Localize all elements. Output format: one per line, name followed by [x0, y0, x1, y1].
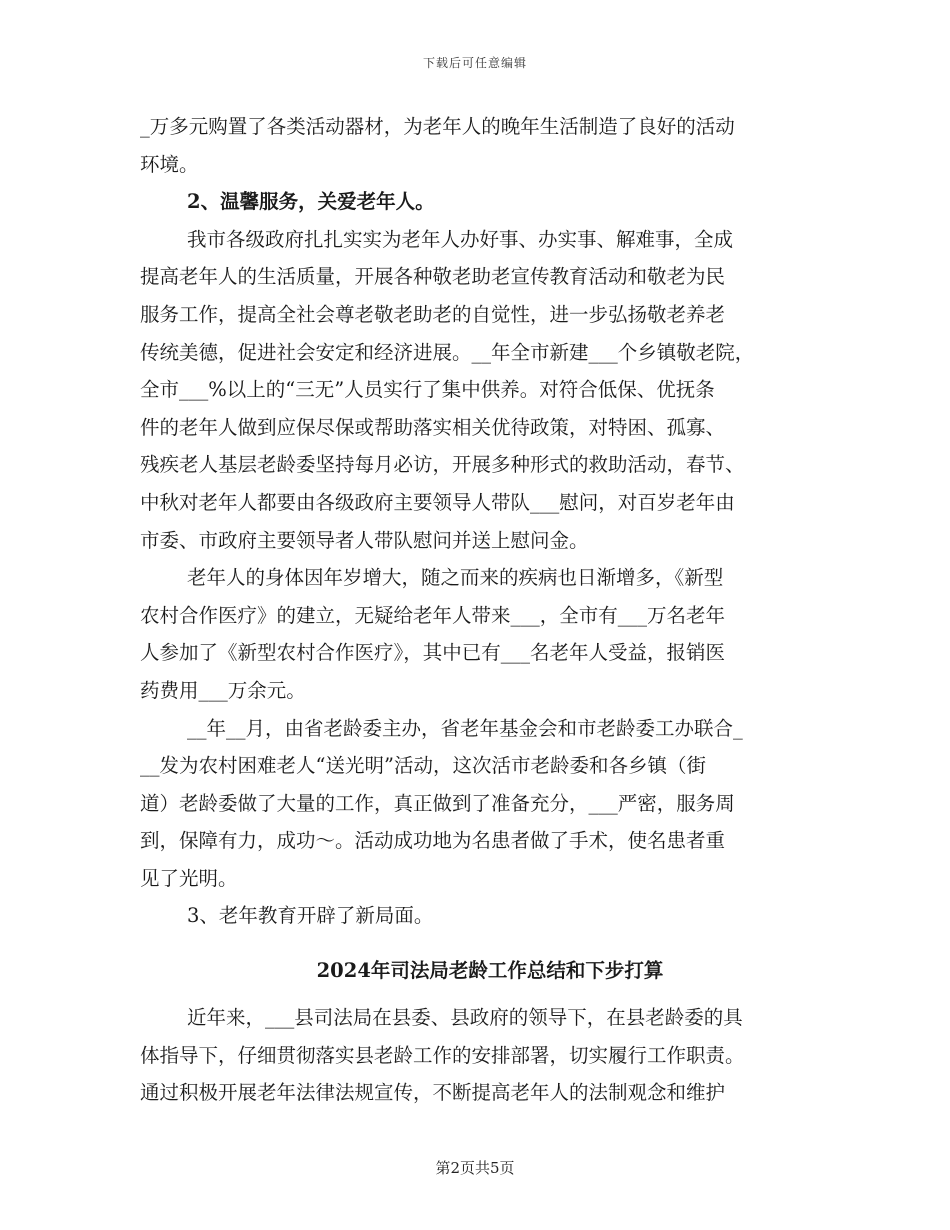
paragraph-line: 药费用___万余元。	[140, 678, 306, 702]
paragraph-line: 近年来，___县司法局在县委、县政府的领导下，在县老龄委的具	[187, 1006, 743, 1030]
section-subheading: 3、老年教育开辟了新局面。	[187, 904, 434, 928]
paragraph-line: 市委、市政府主要领导者人带队慰问并送上慰问金。	[140, 528, 589, 552]
paragraph-line: 我市各级政府扎扎实实为老年人办好事、办实事、解难事，全成	[187, 227, 734, 251]
paragraph-line: 提高老年人的生活质量，开展各种敬老助老宣传教育活动和敬老为民	[140, 265, 726, 289]
paragraph-line: 残疾老人基层老龄委坚持每月必访，开展多种形式的救助活动，春节、	[140, 453, 745, 477]
paragraph-line: 中秋对老年人都要由各级政府主要领导人带队___慰问，对百岁老年由	[140, 490, 735, 514]
paragraph-line: 道）老龄委做了大量的工作，真正做到了准备充分，___严密，服务周	[140, 791, 735, 815]
paragraph-line: __年__月，由省老龄委主办，省老年基金会和市老龄委工办联合_	[187, 716, 743, 740]
paragraph-line: 体指导下，仔细贯彻落实县老龄工作的安排部署，切实履行工作职责。	[140, 1043, 745, 1067]
paragraph-line: 全市___%以上的“三无”人员实行了集中供养。对符合低保、优抚条	[140, 378, 715, 402]
paragraph-line: 人参加了《新型农村合作医疗》，其中已有___名老年人受益，报销医	[140, 641, 726, 665]
paragraph-line: 传统美德，促进社会安定和经济进展。__年全市新建___个乡镇敬老院，	[140, 340, 755, 364]
paragraph-line: 到，保障有力，成功～。活动成功地为名患者做了手术，使名患者重	[140, 829, 726, 853]
paragraph-line: 老年人的身体因年岁增大，随之而来的疾病也日渐增多，《新型	[187, 566, 724, 590]
section-title: 2024年司法局老龄工作总结和下步打算	[316, 959, 664, 983]
paragraph-line: 见了光明。	[140, 866, 238, 890]
page-number: 第2页共5页	[435, 1159, 515, 1177]
paragraph-line: 通过积极开展老年法律法规宣传，不断提高老年人的法制观念和维护	[140, 1081, 726, 1105]
section-subheading: 2、温馨服务，关爱老年人。	[187, 190, 435, 214]
paragraph-line: 服务工作，提高全社会尊老敬老助老的自觉性，进一步弘扬敬老养老	[140, 302, 726, 326]
paragraph-line: 农村合作医疗》的建立，无疑给老年人带来___，全市有___万名老年	[140, 603, 726, 627]
paragraph-line: __发为农村困难老人“送光明”活动，这次活市老龄委和各乡镇（街	[140, 754, 706, 778]
paragraph-line: 件的老年人做到应保尽保或帮助落实相关优待政策，对特困、孤寡、	[140, 415, 726, 439]
document-body	[140, 108, 820, 1112]
paragraph-line: _万多元购置了各类活动器材，为老年人的晚年生活制造了良好的活动	[140, 115, 735, 138]
paragraph-line: 环境。	[140, 152, 199, 176]
page-header-note: 下载后可任意编辑	[422, 56, 527, 70]
